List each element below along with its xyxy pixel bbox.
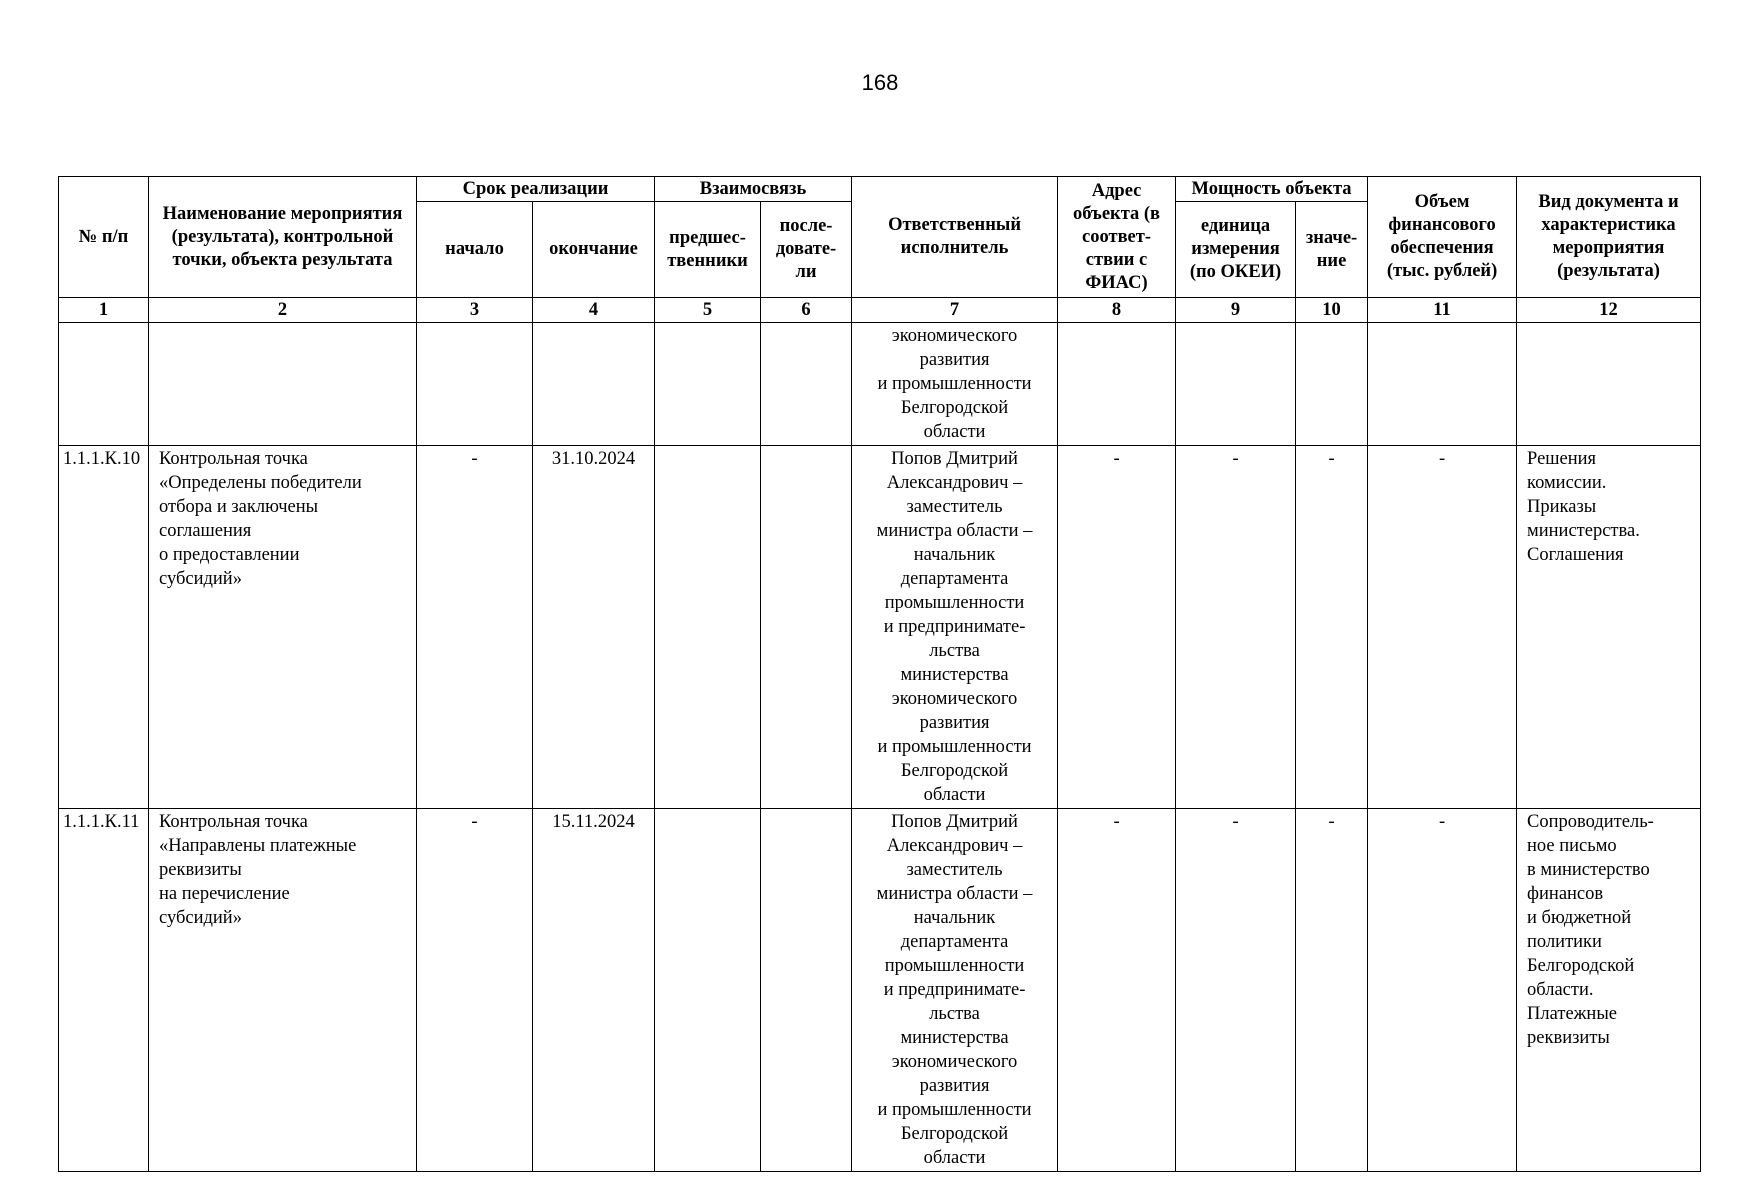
row-number: 1.1.1.К.10: [59, 446, 149, 809]
document-type: Решения комиссии. Приказы министерства. Соглашения: [1517, 446, 1701, 809]
column-number: 6: [761, 298, 852, 323]
header-num: № п/п: [59, 177, 149, 298]
document-type: Сопроводитель- ное письмо в министерство финансов и бюджетной политики Белгородской области. Платежные реквизиты: [1517, 809, 1701, 1172]
object-address: -: [1058, 809, 1176, 1172]
event-name: Контрольная точка «Направлены платежные реквизиты на перечисление субсидий»: [149, 809, 417, 1172]
column-number: 5: [655, 298, 761, 323]
header-capacity-value: значе- ние: [1296, 202, 1368, 298]
header-relation-next: после- довате- ли: [761, 202, 852, 298]
header-finance: Объем финансового обеспечения (тыс. рублей): [1368, 177, 1517, 298]
table-row: [59, 446, 1701, 809]
header-address: Адрес объекта (в соответ- ствии с ФИАС): [1058, 177, 1176, 298]
column-number: 4: [533, 298, 655, 323]
finance-amount: -: [1368, 809, 1517, 1172]
column-number: 1: [59, 298, 149, 323]
column-number: 9: [1176, 298, 1296, 323]
column-number: 10: [1296, 298, 1368, 323]
table-row: [59, 323, 1701, 446]
header-executor: Ответственный исполнитель: [852, 177, 1058, 298]
object-address: [1058, 323, 1176, 446]
relation-next: [761, 446, 852, 809]
capacity-value: [1296, 323, 1368, 446]
relation-prev: [655, 809, 761, 1172]
column-number: 7: [852, 298, 1058, 323]
column-number: 8: [1058, 298, 1176, 323]
column-number: 2: [149, 298, 417, 323]
column-number: 12: [1517, 298, 1701, 323]
finance-amount: -: [1368, 446, 1517, 809]
term-end: 15.11.2024: [533, 809, 655, 1172]
term-start: -: [417, 446, 533, 809]
relation-prev: [655, 446, 761, 809]
capacity-value: -: [1296, 446, 1368, 809]
row-number: [59, 323, 149, 446]
header-relation: Взаимосвязь: [655, 177, 852, 202]
event-name: [149, 323, 417, 446]
term-end: [533, 323, 655, 446]
object-address: -: [1058, 446, 1176, 809]
capacity-value: -: [1296, 809, 1368, 1172]
header-term: Срок реализации: [417, 177, 655, 202]
term-start: [417, 323, 533, 446]
table-header: [59, 177, 1701, 323]
column-number: 3: [417, 298, 533, 323]
plan-table: [58, 176, 1701, 1172]
executor: экономического развития и промышленности Белгородской области: [852, 323, 1058, 446]
capacity-unit: [1176, 323, 1296, 446]
capacity-unit: -: [1176, 446, 1296, 809]
header-capacity: Мощность объекта: [1176, 177, 1368, 202]
term-start: -: [417, 809, 533, 1172]
finance-amount: [1368, 323, 1517, 446]
event-name: Контрольная точка «Определены победители отбора и заключены соглашения о предоставлении субсидий»: [149, 446, 417, 809]
relation-next: [761, 809, 852, 1172]
executor: Попов Дмитрий Александрович – заместитель министра области – начальник департамента промышленности и предпринимате- льства министерства экономического развития и промышленности Белгородской области: [852, 446, 1058, 809]
document-type: [1517, 323, 1701, 446]
executor: Попов Дмитрий Александрович – заместитель министра области – начальник департамента промышленности и предпринимате- льства министерства экономического развития и промышленности Белгородской области: [852, 809, 1058, 1172]
relation-prev: [655, 323, 761, 446]
header-term-end: окончание: [533, 202, 655, 298]
capacity-unit: -: [1176, 809, 1296, 1172]
page-number: 168: [861, 70, 899, 95]
header-term-start: начало: [417, 202, 533, 298]
header-relation-prev: предшес- твенники: [655, 202, 761, 298]
column-numbers-row: [59, 298, 1701, 323]
header-name: Наименование мероприятия (результата), контрольной точки, объекта результата: [149, 177, 417, 298]
relation-next: [761, 323, 852, 446]
term-end: 31.10.2024: [533, 446, 655, 809]
table-body: [59, 323, 1701, 1172]
header-capacity-unit: единица измерения (по ОКЕИ): [1176, 202, 1296, 298]
row-number: 1.1.1.К.11: [59, 809, 149, 1172]
column-number: 11: [1368, 298, 1517, 323]
table-row: [59, 809, 1701, 1172]
header-doc: Вид документа и характеристика мероприятия (результата): [1517, 177, 1701, 298]
